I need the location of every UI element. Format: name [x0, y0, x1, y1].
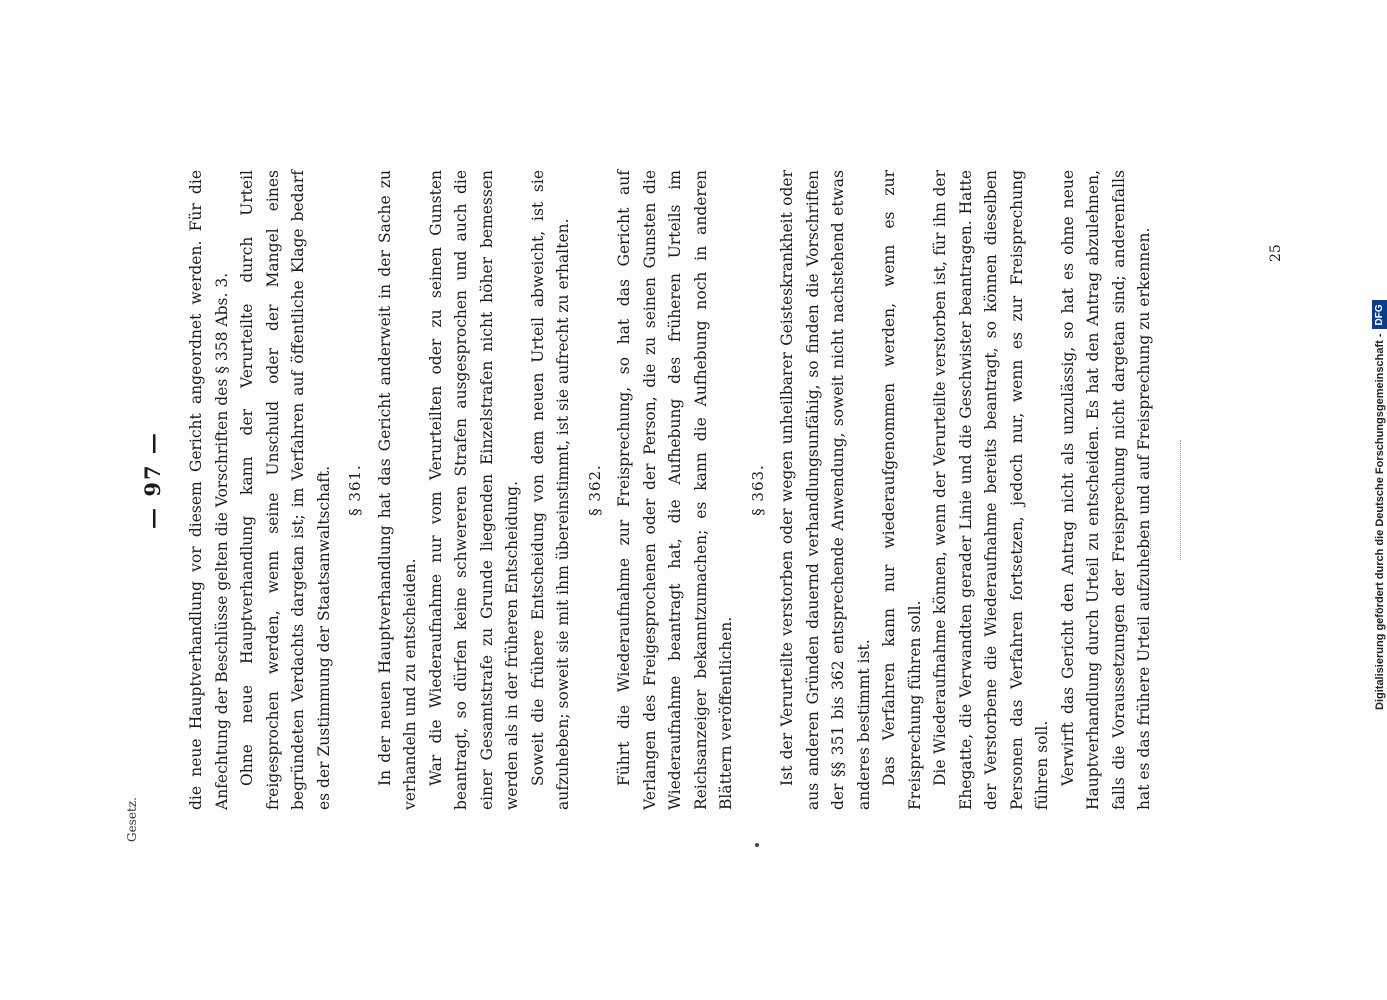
margin-note: Gesetz. [125, 797, 139, 842]
page-number: — 97 — [140, 431, 165, 529]
section-heading-361: § 361. [346, 464, 364, 516]
footer-page-number: 25 [1268, 244, 1284, 262]
gutter-mark [1180, 440, 1183, 560]
dfg-logo-icon: DFG [1372, 300, 1387, 329]
digitization-attribution [1372, 10, 1387, 1000]
paragraph-5: Soweit die frühere Entscheidung von dem neuen Urteil abweicht, ist sie aufzuheben; soweit sie mit ihm übereinstimmt, ist sie aufrecht zu erhalten. [528, 170, 572, 810]
rotated-page [140, 150, 1153, 850]
paragraph-6: Führt die Wiederaufnahme zur Freisprechung, so hat das Gericht auf Verlangen des Freigesprochenen oder der Person, die zu seinen Gunsten die Wiederaufnahme beantragt hat, die Aufhebung des früheren Urteils im Reichsanzeiger bekanntzumachen; es kann die Aufhebung noch in anderen Blättern veröffentlichen. [615, 170, 735, 810]
paragraph-8: Das Verfahren kann nur wiederaufgenommen werden, wenn es zur Freisprechung führen soll. [880, 170, 924, 810]
page-header [140, 150, 180, 850]
gutter-mark-small [1150, 535, 1153, 555]
paragraph-10: Verwirft das Gericht den Antrag nicht als unzulässig, so hat es ohne neue Hauptverhandlung durch Urteil zu entscheiden. Es hat den Antrag abzulehnen, falls die Voraussetzungen der Freisprechung nicht dargetan sind; anderenfalls hat es das frühere Urteil aufzuheben und auf Freisprechung zu erkennen. [1058, 170, 1153, 810]
ink-dot [755, 843, 759, 847]
section-heading-363: § 363. [748, 464, 767, 516]
section-heading-362: § 362. [585, 464, 604, 516]
paragraph-2: Ohne neue Hauptverhandlung kann der Verurteilte durch Urteil freigesprochen werden, wenn seine Unschuld oder der Mangel eines begründeten Verdachts dargetan ist; im Verfahren auf öffentliche Klage bedarf es der Zustimmung der Staatsanwaltschaft. [238, 170, 333, 810]
paragraph-9: Die Wiederaufnahme können, wenn der Verurteilte verstorben ist, für ihn der Ehegatte, die Verwandten gerader Linie und die Geschwister beantragen. Hatte der Verstorbene die Wiederaufnahme bereits beantragt, so können dieselben Personen das Verfahren fortsetzen, jedoch nur, wenn es zur Freisprechung führen soll. [931, 170, 1051, 810]
body-text [184, 170, 1158, 810]
paragraph-7: Ist der Verurteilte verstorben oder wegen unheilbarer Geisteskrankheit oder aus anderen Gründen dauernd verhandlungsunfähig, so finden die Vorschriften der §§ 351 bis 362 entsprechende Anwendung, soweit nicht nachstehend etwas anderes bestimmt ist. [778, 170, 873, 810]
paragraph-1: die neue Hauptverhandlung vor diesem Gericht angeordnet werden. Für die Anfechtung der Beschlüsse gelten die Vorschriften des § 358 Abs. 3. [187, 170, 231, 810]
paragraph-4: War die Wiederaufnahme nur vom Verurteilten oder zu seinen Gunsten beantragt, so dürfen keine schwereren Strafen ausgesprochen und auch die einer Gesamtstrafe zu Grunde liegenden Einzelstrafen nicht höher bemessen werden als in der früheren Entscheidung. [426, 170, 521, 810]
attribution-text: Digitalisierung gefördert durch die Deutsche Forschungsgemeinschaft - [1373, 333, 1386, 710]
paragraph-3: In der neuen Hauptverhandlung hat das Gericht anderweit in der Sache zu verhandeln und zu entscheiden. [375, 170, 419, 810]
